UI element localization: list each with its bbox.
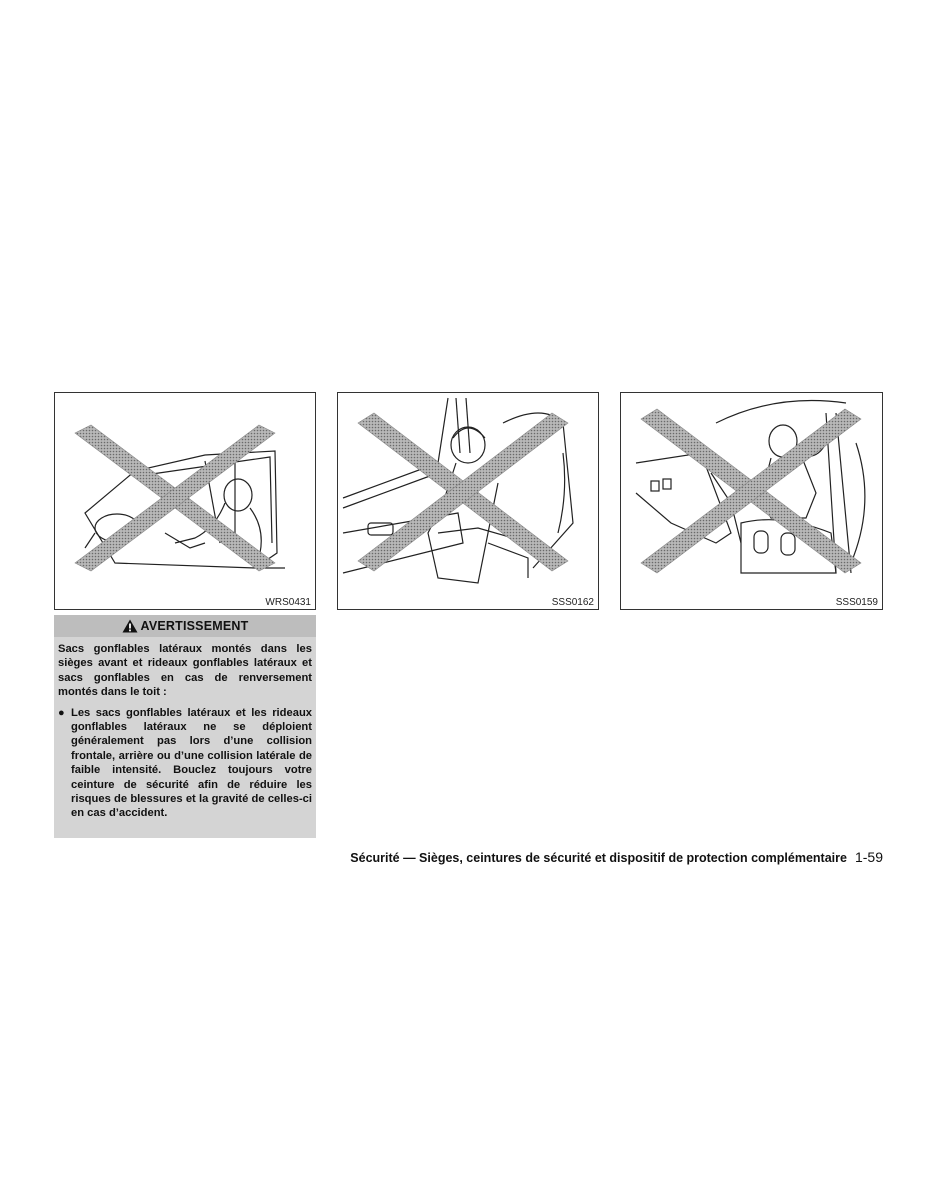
figure-wrs0431	[54, 392, 316, 610]
figure-code: SSS0162	[551, 597, 594, 608]
page-number: 1-59	[854, 849, 883, 865]
warning-heading: AVERTISSEMENT	[140, 619, 249, 633]
warning-intro: Sacs gonflables latéraux montés dans les sièges avant et rideaux gonflables latéraux et sacs gonflables en cas de renversement montés dans le toit :	[58, 643, 312, 699]
page-footer	[54, 849, 883, 865]
prohibited-cross-icon	[338, 393, 598, 609]
warning-box	[54, 615, 316, 838]
warning-header	[54, 615, 316, 637]
warning-bullet	[58, 706, 312, 821]
figure-code: SSS0159	[835, 597, 878, 608]
prohibited-cross-icon	[621, 393, 882, 609]
figure-sss0159	[620, 392, 883, 610]
warning-triangle-icon	[122, 619, 138, 633]
bullet-dot-icon: ●	[58, 706, 65, 719]
figure-sss0162	[337, 392, 599, 610]
warning-bullet-text: Les sacs gonflables latéraux et les rideaux gonflables latéraux ne se déploient généralement pas lors d’une collision frontale, arrière ou d’une collision latérale de faible intensité. Bouclez toujours votre ceinture de sécurité afin de réduire les risques de blessures et la gravité de celles-ci en cas d’accident.	[71, 706, 312, 820]
prohibited-cross-icon	[55, 393, 315, 609]
section-title: Sécurité — Sièges, ceintures de sécurité et dispositif de protection complémentaire	[350, 851, 847, 865]
figure-code: WRS0431	[265, 597, 311, 608]
warning-body	[54, 637, 316, 821]
